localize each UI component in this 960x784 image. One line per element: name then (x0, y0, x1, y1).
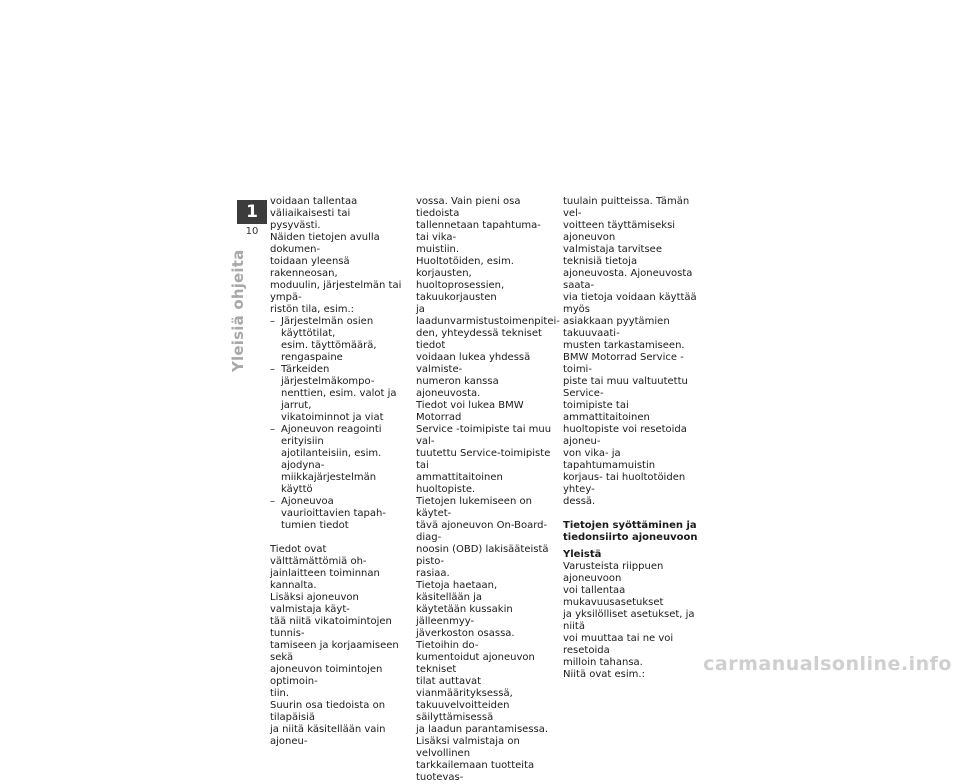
paragraph-purpose: Tiedot ovat välttämättömiä oh- jainlaitteen toiminnan kannalta. Lisäksi ajoneuvon valmistaja käyt- tää niitä vikatoimintojen tunnis- tamiseen ja korjaamiseen sekä ajoneuvon toimintojen optimoin- tiin. Suurin osa tiedoista on tilapäisiä ja niitä käsitellään vain ajoneu- (270, 544, 399, 747)
section-heading: Tietojen syöttäminen ja tiedonsiirto ajoneuvoon (563, 520, 698, 543)
paragraph-product-monitoring: tuulain puitteissa. Tämän vel- voitteen täyttämiseksi ajoneuvon valmistaja tarvitsee teknisiä tietoja ajoneuvosta. Ajoneuvosta saata- via tietoja voidaan käyttää myös asiakkaan pyytämien takuuvaati- musten tarkastamiseen. BMW Motorrad Service -toimi- piste tai muu valtuutettu Service- toimipiste tai ammattitaitoinen huoltopiste voi resetoida ajoneu- von vika- ja tapahtumamuistin korjaus- tai huoltotöiden yhtey- dessä. (563, 196, 697, 507)
paragraph-general: Varusteista riippuen ajoneuvoon voi tallentaa mukavuusasetukset ja yksilölliset asetukset, ja niitä voi muuttaa tai ne voi resetoida milloin tahansa. Niitä ovat esim.: (563, 561, 695, 680)
list-item: – Ajoneuvoa vaurioittavien tapah- tumien tiedot (270, 496, 406, 532)
list-item: – Tärkeiden järjestelmäkompo- nenttien, esim. valot ja jarrut, vikatoiminnot ja viat (270, 364, 406, 424)
text-column-1 (270, 196, 406, 748)
section-subheading: Yleistä (563, 549, 602, 560)
text-column-3 (563, 196, 703, 681)
watermark: carmanualsonline.info (703, 653, 952, 675)
list-item: – Järjestelmän osien käyttötilat, esim. täyttömäärä, rengaspaine (270, 316, 406, 364)
dash-list (270, 316, 406, 532)
chapter-side-title: Yleisiä ohjeita (229, 249, 247, 372)
paragraph-continued: vossa. Vain pieni osa tiedoista tallennetaan tapahtuma- tai vika- muistiin. Huoltotöiden, esim. korjausten, huoltoprosessien, takuukorjausten ja laadunvarmistustoimenpitei- den, yhteydessä tekniset tiedot voidaan lukea yhdessä valmiste- numeron kanssa ajoneuvosta. Tiedot voi lukea BMW Motorrad Service -toimipiste tai muu val- tuutettu Service-toimipiste tai ammattitaitoinen huoltopiste. Tietojen lukemiseen on käytet- tävä ajoneuvon On-Board-diag- noosin (OBD) lakisääteistä pisto- rasiaa. Tietoja haetaan, käsitellään ja käytetään kussakin jälleenmyy- jäverkoston osassa. Tietoihin do- kumentoidut ajoneuvon tekniset tilat auttavat vianmäärityksessä, takuuvelvoitteiden säilyttämisessä ja laadun parantamisessa. Lisäksi valmistaja on velvollinen tarkkailemaan tuotteita tuotevas- (416, 196, 560, 783)
list-item: – Ajoneuvon reagointi erityisiin ajotilanteisiin, esim. ajodyna- miikkajärjestelmän käyttö (270, 424, 406, 496)
paragraph-intro: voidaan tallentaa väliaikaisesti tai pysyvästi. Näiden tietojen avulla dokumen- toidaan yleensä rakenneosan, moduulin, järjestelmän tai ympä- ristön tila, esim.: (270, 196, 402, 315)
page-number: 10 (245, 226, 259, 237)
chapter-number-tab: 1 (237, 200, 267, 224)
text-column-2 (416, 196, 560, 784)
